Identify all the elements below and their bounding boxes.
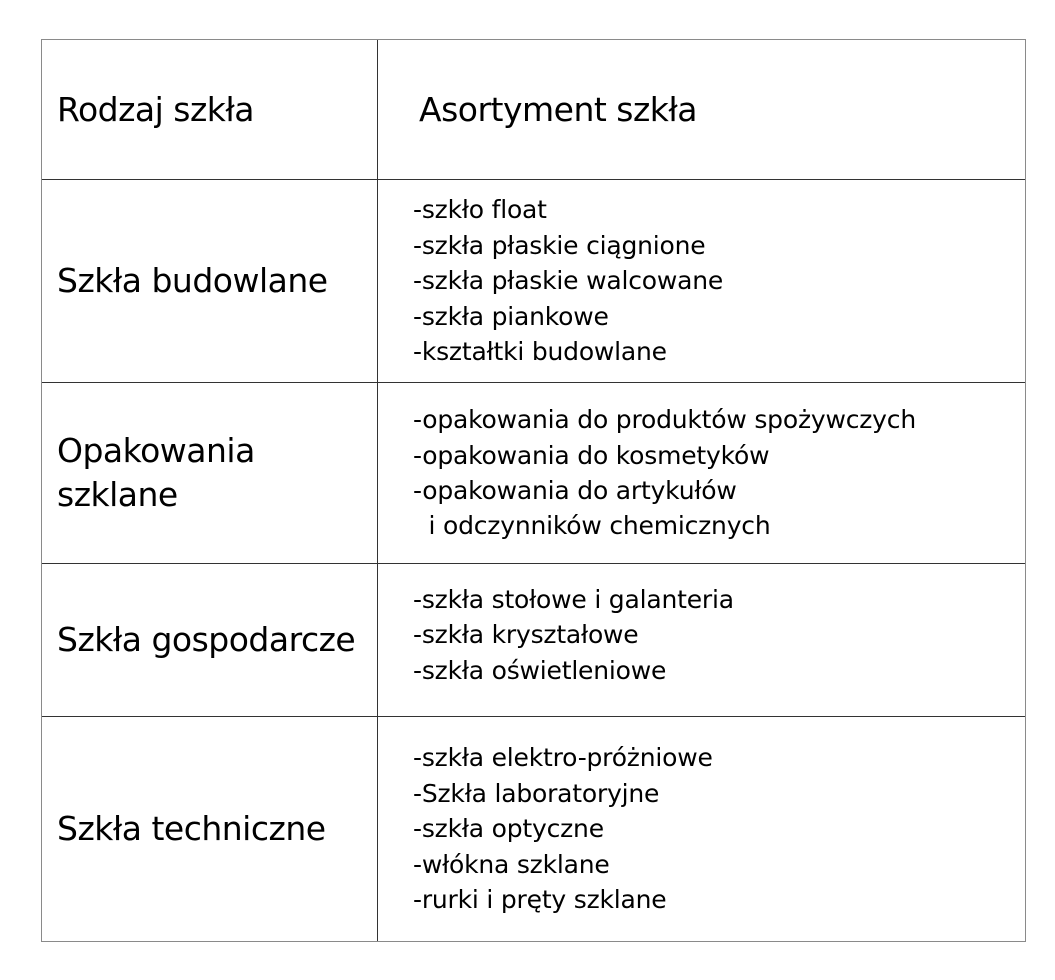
list-item: -Szkła laboratoryjne [413, 778, 660, 808]
list-item: -szkła płaskie ciągnione [413, 230, 706, 260]
header-type-label: Rodzaj szkła [57, 90, 255, 129]
list-item: -opakowania do artykułów [413, 476, 737, 505]
assortment-list [413, 740, 713, 917]
type-cell [42, 717, 378, 941]
list-item: -szkła stołowe i galanteria [413, 584, 734, 614]
assortment-cell [378, 383, 1025, 563]
type-cell [42, 180, 378, 382]
type-label: Szkła budowlane [57, 261, 328, 300]
table-header-row [42, 40, 1025, 179]
list-item: -opakowania do produktów spożywczych [413, 405, 916, 435]
list-item: -szkła elektro-próżniowe [413, 743, 713, 773]
table-row [42, 179, 1025, 382]
list-item: i odczynników chemicznych [413, 511, 771, 541]
header-assortment-label: Asortyment szkła [419, 90, 698, 129]
list-item: -opakowania do kosmetyków [413, 440, 770, 470]
list-item: -szkła piankowe [413, 301, 609, 331]
list-item: -szkła kryształowe [413, 620, 639, 650]
header-cell-type [42, 40, 378, 179]
glass-types-table [41, 39, 1026, 942]
list-item: -szkło float [413, 195, 547, 225]
type-label-line: szklane [57, 475, 178, 514]
list-item: -włókna szklane [413, 849, 610, 879]
type-cell [42, 383, 378, 563]
list-item: -szkła płaskie walcowane [413, 266, 724, 296]
header-cell-assortment [378, 40, 1025, 179]
list-item: -szkła optyczne [413, 814, 604, 844]
assortment-cell [378, 180, 1025, 382]
table-row [42, 382, 1025, 563]
type-cell [42, 564, 378, 716]
type-label-line: Opakowania [57, 431, 255, 470]
assortment-list [413, 582, 734, 688]
type-label: Szkła techniczne [57, 809, 326, 848]
list-item: -kształtki budowlane [413, 337, 667, 367]
assortment-list [413, 402, 916, 544]
assortment-cell [378, 564, 1025, 716]
table-row [42, 563, 1025, 716]
type-label: Szkła gospodarcze [57, 620, 356, 659]
assortment-list [413, 192, 723, 369]
table-row [42, 716, 1025, 941]
assortment-cell [378, 717, 1025, 941]
type-label [57, 429, 255, 517]
list-item: -rurki i pręty szklane [413, 885, 667, 915]
list-item: -szkła oświetleniowe [413, 655, 667, 685]
